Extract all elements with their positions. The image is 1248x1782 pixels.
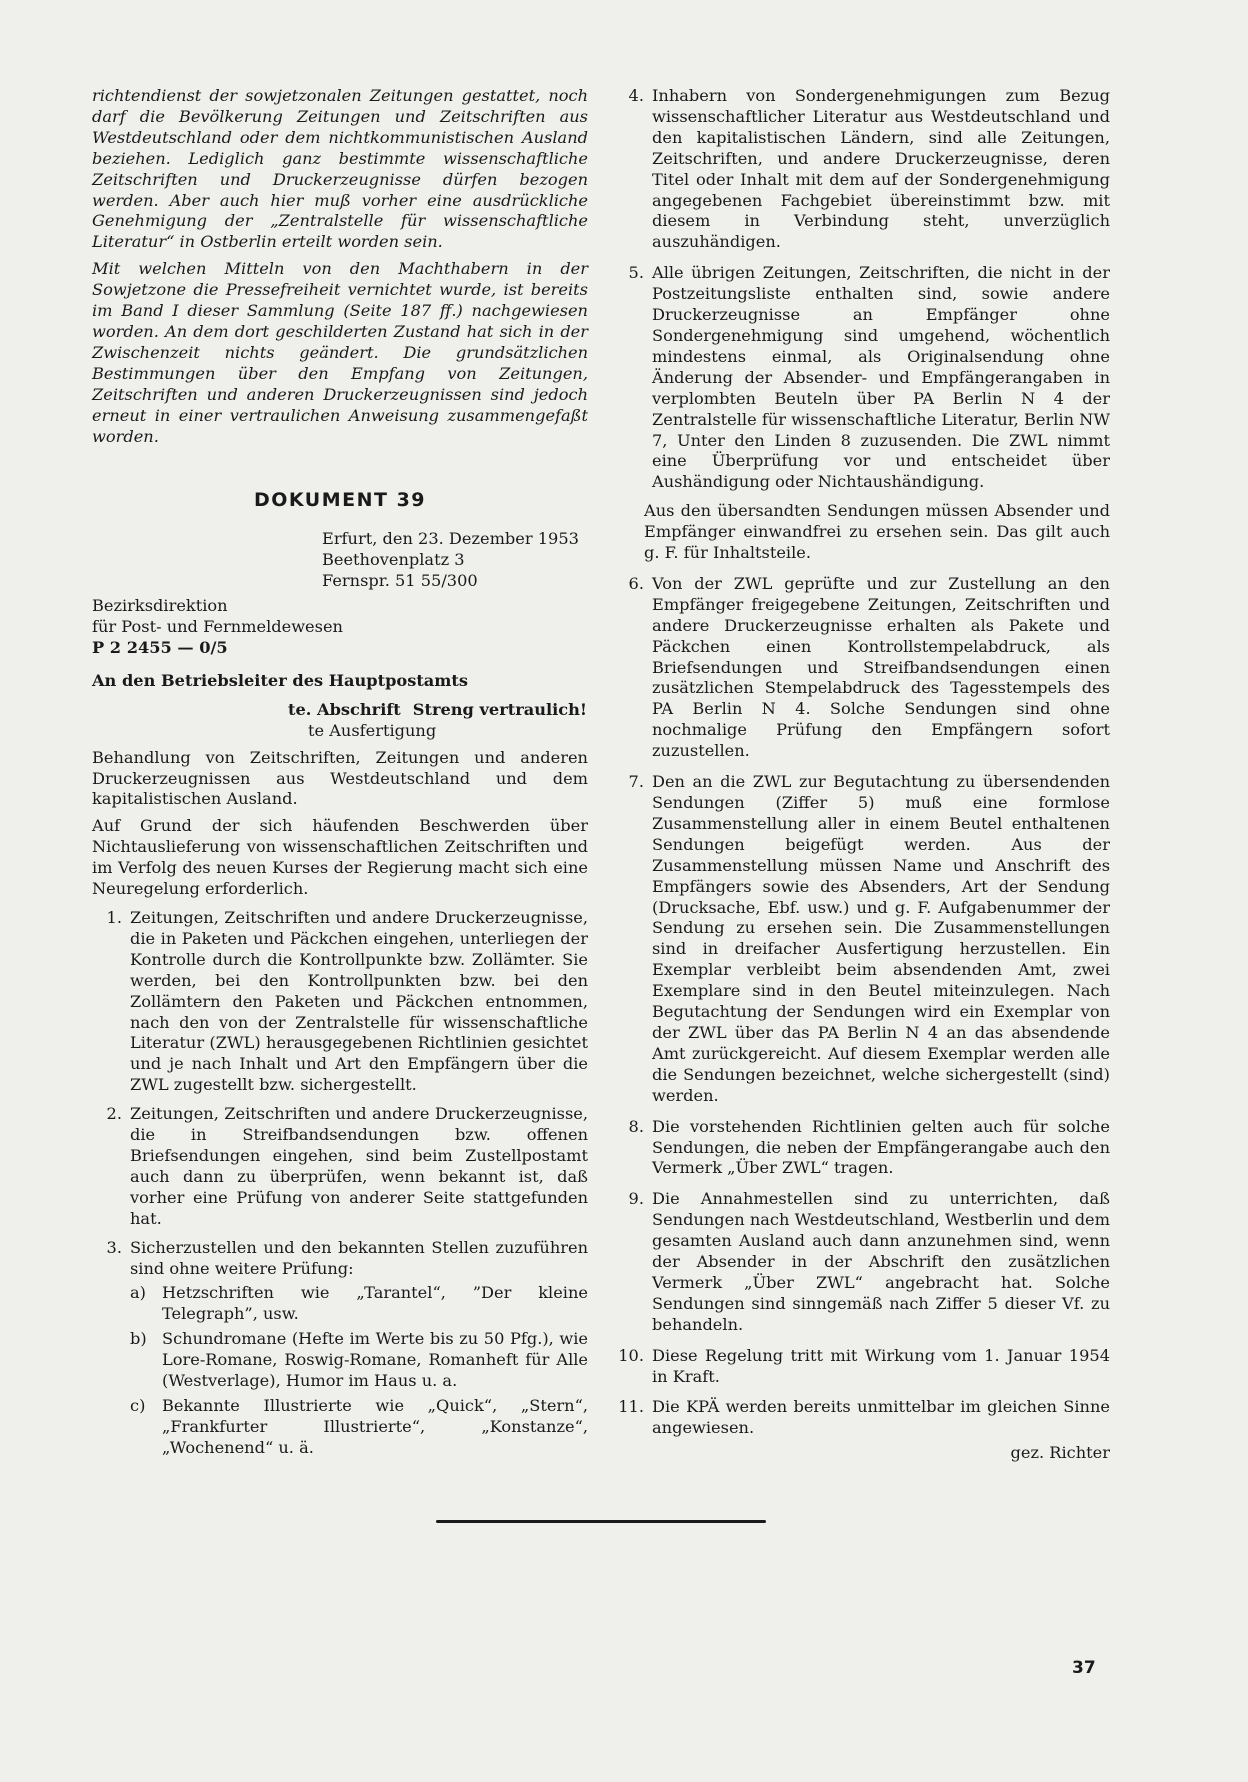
list-item: 7. Den an die ZWL zur Begutachtung zu übersendenden Sendungen (Ziffer 5) muß eine formlose Zusammenstellung aller in einem Beutel enthaltenen Sendungen beigefügt werden. Aus der Zusammenstellung müssen Name und Anschrift des Empfängers sowie des Absenders, Art der Sendung (Drucksache, Ebf. usw.) und g. F. Aufgabenummer der Sendung zu ersehen sein. Die Zusammenstellungen sind in dreifacher Ausfertigung herzustellen. Ein Exemplar verbleibt beim absendenden Amt, zwei Exemplare sind in den Beutel miteinzulegen. Nach Begutachtung der Sendungen wird ein Exemplar von der ZWL über das PA Berlin N 4 an das absendende Amt zurückgereicht. Auf diesem Exemplar werden alle die Sendungen bezeichnet, welche sichergestellt (sind) werden. <box>628 772 1110 1105</box>
signature: gez. Richter <box>1010 1443 1110 1463</box>
list-item: 6. Von der ZWL geprüfte und zur Zustellung an den Empfänger freigegebene Zeitungen, Zeitschriften und andere Druckerzeugnisse erhalten als Pakete und Päckchen einen Kontrollstempelabdruck, als Briefsendungen und Streifbandsendungen einen zusätzlichen Stempelabdruck des Tagesstempels des PA Berlin N 4. Solche Sendungen sind ohne nochmalige Prüfung den Empfängern sofort zuzustellen. <box>628 573 1110 761</box>
list-item: 2. Zeitungen, Zeitschriften und andere Druckerzeugnisse, die in Streifbandsendungen bzw. offenen Briefsendungen eingehen, sind beim Zustellpostamt auch dann zu überprüfen, wenn bekannt ist, daß vorher eine Prüfung von anderer Seite stattgefunden hat. <box>106 1104 588 1228</box>
list-item-continuation: Aus den übersandten Sendungen müssen Absender und Empfänger einwandfrei zu ersehen sein. Das gilt auch g. F. für Inhaltsteile. <box>644 501 1110 563</box>
intro-paragraph-1: richtendienst der sowjetzonalen Zeitungen gestattet, noch darf die Bevölkerung Zeitungen und Zeitschriften aus Westdeutschland oder dem nichtkommunistischen Ausland beziehen. Lediglich ganz bestimmte wissenschaftliche Zeitschriften und Druckerzeugnisse dürfen bezogen werden. Aber auch hier muß vorher eine ausdrückliche Genehmigung der „Zentralstelle für wissenschaftliche Literatur“ in Ostberlin erteilt worden sein. <box>92 86 588 252</box>
sender-line-1: Bezirksdirektion <box>92 596 228 616</box>
left-column <box>92 86 588 1459</box>
phone: Fernspr. 51 55/300 <box>322 571 478 591</box>
list-item: 11. Die KPÄ werden bereits unmittelbar im gleichen Sinne angewiesen. <box>618 1397 1110 1438</box>
document-title: DOKUMENT 39 <box>253 489 427 512</box>
sender-block <box>92 596 588 659</box>
right-column <box>618 86 1110 1462</box>
list-item: 3. Sicherzustellen und den bekannten Stellen zuzuführen sind ohne weitere Prüfung: a) Hetzschriften wie „Tarantel“, ”Der kleine Telegraph”, usw. b) Schundromane (Hefte im Werte bis zu 50 Pfg.), wie Lore-Romane, Roswig-Romane, Romanheft für Alle (Westverlage), Humor im Haus u. a. c) Bekannte Illustrierte wie „Quick“, „Stern“, „Frankfurter Illustrierte“, „Konstanze“, „Wochenend“ u. ä. <box>106 1237 588 1457</box>
recipient: An den Betriebsleiter des Hauptpostamts <box>92 670 469 690</box>
sender-line-2: für Post- und Fernmeldewesen <box>92 617 343 637</box>
sub-list-item: b) Schundromane (Hefte im Werte bis zu 50 Pfg.), wie Lore-Romane, Roswig-Romane, Romanheft für Alle (Westverlage), Humor im Haus u. a. <box>130 1329 588 1391</box>
copy-mark: te. Abschrift <box>288 699 401 719</box>
address: Beethovenplatz 3 <box>322 550 465 570</box>
list-item: 1. Zeitungen, Zeitschriften und andere Druckerzeugnisse, die in Paketen und Päckchen eingehen, unterliegen der Kontrolle durch die Kontrollpunkte bzw. Zollämter. Sie werden, bei den Kontrollpunkten bzw. bei den Zollämtern den Paketen und Päckchen entnommen, nach den von der Zentralstelle für wissenschaftliche Literatur (ZWL) herausgegebenen Richtlinien gesichtet und je nach Inhalt und Art den Empfängern über die ZWL zugestellt bzw. sichergestellt. <box>106 908 588 1095</box>
confidential-mark: Streng vertraulich! <box>412 699 588 719</box>
list-item: 5. Alle übrigen Zeitungen, Zeitschriften, die nicht in der Postzeitungsliste enthalten sind, sowie andere Druckerzeugnisse an Empfänger ohne Sondergenehmigung sind umgehend, wöchentlich mindestens einmal, als Originalsendung ohne Änderung der Absender- und Empfängerangaben in verplombten Beuteln über PA Berlin N 4 der Zentralstelle für wissenschaftliche Literatur, Berlin NW 7, Unter den Linden 8 zuzusenden. Die ZWL nimmt eine Überprüfung vor und entscheidet über Aushändigung oder Nichtaushändigung. <box>628 263 1110 492</box>
letter-header <box>322 529 588 592</box>
list-item: 9. Die Annahmestellen sind zu unterrichten, daß Sendungen nach Westdeutschland, Westberlin und dem gesamten Ausland auch dann anzunehmen sind, wenn der Absender in der Abschrift den zusätzlichen Vermerk „Über ZWL“ angebracht hat. Solche Sendungen sind sinngemäß nach Ziffer 5 dieser Vf. zu behandeln. <box>628 1189 1110 1334</box>
subject: Behandlung von Zeitschriften, Zeitungen und anderen Druckerzeugnissen aus Westdeutschland und dem kapitalistischen Ausland. <box>92 747 588 809</box>
divider-rule <box>436 1520 766 1523</box>
reference-number: P 2 2455 — 0/5 <box>92 637 228 657</box>
intro-text <box>92 86 588 447</box>
page-number: 37 <box>1072 1658 1096 1678</box>
list-item: 8. Die vorstehenden Richtlinien gelten auch für solche Sendungen, die neben der Empfängerangabe auch den Vermerk „Über ZWL“ tragen. <box>628 1116 1110 1178</box>
copy-mark-2: te Ausfertigung <box>308 720 437 740</box>
numbered-list-left <box>92 908 588 1459</box>
place-date: Erfurt, den 23. Dezember 1953 <box>322 529 579 549</box>
preamble: Auf Grund der sich häufenden Beschwerden über Nichtauslieferung von wissenschaftlichen Zeitschriften und im Verfolg des neuen Kurses der Regierung macht sich eine Neuregelung erforderlich. <box>92 816 588 899</box>
sub-list-item: c) Bekannte Illustrierte wie „Quick“, „Stern“, „Frankfurter Illustrierte“, „Konstanze“, „Wochenend“ u. ä. <box>130 1395 588 1457</box>
letter-body <box>92 748 588 900</box>
sub-list-item: a) Hetzschriften wie „Tarantel“, ”Der kleine Telegraph”, usw. <box>130 1283 588 1324</box>
list-item: 4. Inhabern von Sondergenehmigungen zum Bezug wissenschaftlicher Literatur aus Westdeutschland und den kapitalistischen Ländern, sind alle Zeitungen, Zeitschriften, und andere Druckerzeugnisse, deren Titel oder Inhalt mit dem auf der Sondergenehmigung angegebenen Fachgebiet übereinstimmt bzw. mit diesem in Verbindung steht, unverzüglich auszuhändigen. <box>628 86 1110 252</box>
sub-list <box>130 1283 588 1458</box>
list-item: 10. Diese Regelung tritt mit Wirkung vom 1. Januar 1954 in Kraft. <box>618 1345 1110 1386</box>
classification-marks <box>288 700 588 742</box>
intro-paragraph-2: Mit welchen Mitteln von den Machthabern in der Sowjetzone die Pressefreiheit vernichtet wurde, ist bereits im Band I dieser Sammlung (Seite 187 ff.) nachgewiesen worden. An dem dort geschilderten Zustand hat sich in der Zwischenzeit nichts geändert. Die grundsätzlichen Bestimmungen über den Empfang von Zeitungen, Zeitschriften und anderen Druckerzeugnissen sind jedoch erneut in einer vertraulichen Anweisung zusammengefaßt worden. <box>92 259 588 446</box>
